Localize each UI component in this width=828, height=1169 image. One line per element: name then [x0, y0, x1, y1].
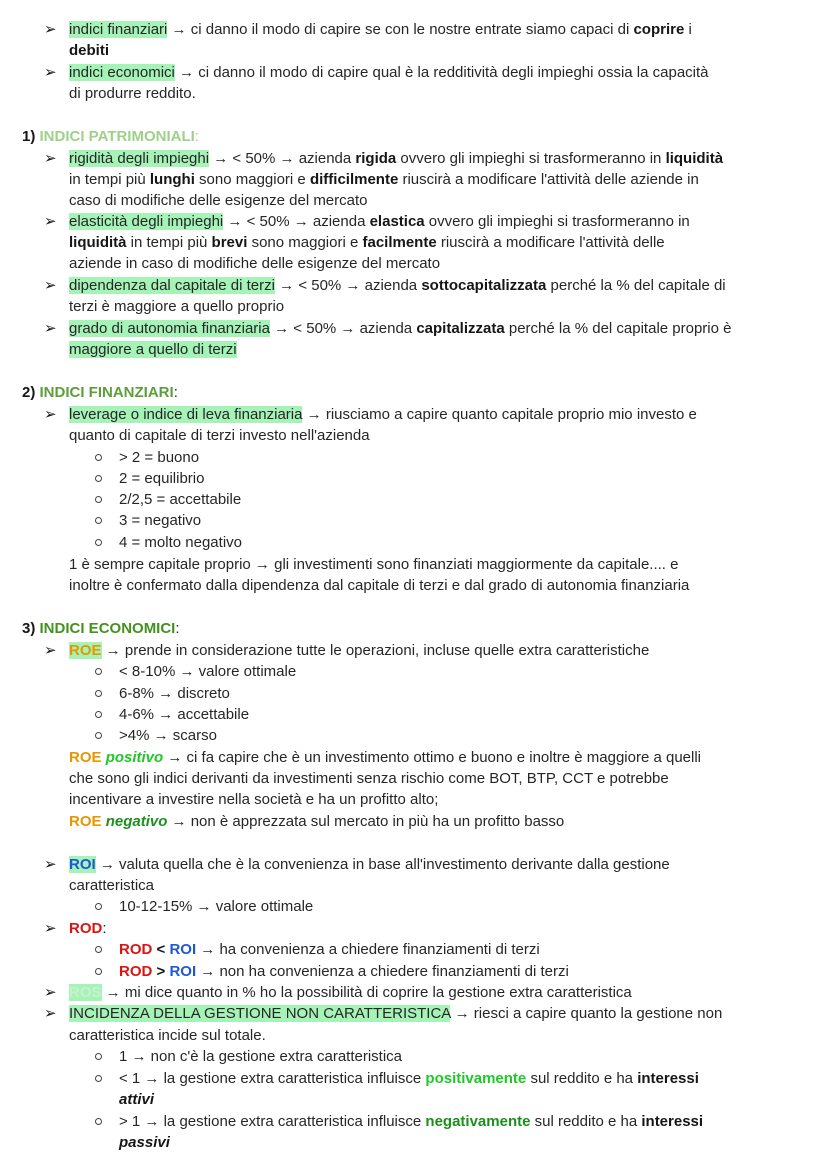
list-item: >4% → scarso	[119, 727, 217, 744]
bullet-rigidita: rigidità degli impieghi → < 50% → azienda rigida ovvero gli impieghi si trasformeranno in liquidità	[69, 150, 724, 167]
bullet-roi: ROI → valuta quella che è la convenienza in base all'investimento derivante dalla gestione	[69, 856, 670, 873]
bullet-dipendenza: dipendenza dal capitale di terzi → < 50% → azienda sottocapitalizzata perché la % del capitale di	[69, 277, 726, 294]
circle-bullet-icon	[95, 732, 102, 739]
list-item: 10-12-15% → valore ottimale	[119, 898, 314, 915]
circle-bullet-icon	[95, 690, 102, 697]
bullet-ros: ROS → mi dice quanto in % ho la possibilità di coprire la gestione extra caratteristica	[69, 984, 632, 1001]
list-item: 1 → non c'è la gestione extra caratteristica	[119, 1048, 403, 1065]
bullet-incidenza: INCIDENZA DELLA GESTIONE NON CARATTERISTICA → riesci a capire quanto la gestione non	[69, 1005, 723, 1022]
circle-bullet-icon	[95, 1053, 102, 1060]
arrow-bullet-icon: ➢	[44, 21, 57, 38]
circle-bullet-icon	[95, 496, 102, 503]
list-item: 4-6% → accettabile	[119, 706, 250, 723]
arrow-bullet-icon: ➢	[44, 277, 57, 294]
arrow-bullet-icon: ➢	[44, 320, 57, 337]
circle-bullet-icon	[95, 517, 102, 524]
leverage-note: 1 è sempre capitale proprio → gli investimenti sono finanziati maggiormente da capitale.... e	[69, 556, 679, 573]
arrow-bullet-icon: ➢	[44, 406, 57, 423]
bullet-indici-economici: indici economici → ci danno il modo di capire qual è la redditività degli impieghi ossia la capacità	[69, 64, 709, 81]
bullet-leverage: leverage o indice di leva finanziaria → riusciamo a capire quanto capitale proprio mio investo e	[69, 406, 697, 423]
circle-bullet-icon	[95, 1118, 102, 1125]
arrow-bullet-icon: ➢	[44, 1005, 57, 1022]
document-page: ➢ indici finanziari → ci danno il modo di capire se con le nostre entrate siamo capaci di coprire i debiti ➢ indici economici → ci danno il modo di capire qual è la redditività degli impieghi ossia la capacità di produrre reddito. 1) INDICI PATRIMONIALI: ➢ rigidità degli impieghi → < 50% → azienda rigida ovvero gli impieghi si trasformeranno in liquidità in tempi più lunghi sono maggiori e difficilmente riuscirà a modificare l'attività delle aziende in caso di modifiche delle esigenze del mercato ➢ elasticità degli impieghi → < 50% → azienda elastica ovvero gli impieghi si trasformeranno in liquidità in tempi più brevi sono maggiori e facilmente riuscirà a modificare l'attività delle aziende in caso di modifiche delle esigenze del mercato ➢ dipendenza dal capitale di terzi → < 50% → azienda sottocapitalizzata perché la % del capitale di terzi è maggiore a quello proprio ➢ grado di autonomia finanziaria → < 50% → azienda capitalizzata perché la % del capitale proprio è maggiore a quello di terzi 2) INDICI FINANZIARI: ➢ leverage o indice di leva finanziaria → riusciamo a capire quanto capitale proprio mio investo e quanto di capitale di terzi investo nell'azienda > 2 = buono 2 = equilibrio 2/2,5 = accettabile 3 = negativo 4 = molto negativo 1 è sempre capitale proprio → gli investimenti sono finanziati maggiormente da capitale.... e inoltre è confermato dalla dipendenza dal capitale di terzi e dal grado di autonomia finanziaria 3) INDICI ECONOMICI: ➢ ROE → prende in considerazione tutte le operazioni, incluse quelle extra caratteristiche < 8-10% → valore ottimale 6-8% → discreto 4-6% → accettabile >4% → scarso ROE positivo → ci fa capire che è un investimento ottimo e buono e inoltre è maggiore a quelli che sono gli indici derivanti da investimenti senza rischio come BOT, BTP, CCT e potrebbe incentivare a investire nella società e ha un profitto alto; ROE negativo → non è apprezzata sul mercato in più ha un profitto basso ➢ ROI → valuta quella che è la convenienza in base all'investimento derivante dalla gestione caratteristica 10-12-15% → valore ottimale ➢ ROD: ROD < ROI → ha convenienza a chiedere finanziamenti di terzi ROD > ROI → non ha convenienza a chiedere finanziamenti di terzi ➢ ROS → mi dice quanto in % ho la possibilità di coprire la gestione extra caratteristica ➢ INCIDENZA DELLA GESTIONE NON CARATTERISTICA → riesci a capire quanto la gestione non caratteristica incide sul totale. 1 → non c'è la gestione extra caratteristica < 1 → la gestione extra caratteristica influisce positivamente sul reddito e ha interessi attivi > 1 → la gestione extra caratteristica influisce negativamente sul reddito e ha interessi passivi	[22, 21, 732, 1151]
list-item: 3 = negativo	[119, 512, 202, 529]
list-item: < 1 → la gestione extra caratteristica influisce positivamente sul reddito e ha interessi	[119, 1070, 699, 1087]
circle-bullet-icon	[95, 539, 102, 546]
list-item: 2/2,5 = accettabile	[119, 491, 242, 508]
arrow-bullet-icon: ➢	[44, 642, 57, 659]
circle-bullet-icon	[95, 668, 102, 675]
list-item: 6-8% → discreto	[119, 685, 230, 702]
list-item: > 2 = buono	[119, 449, 200, 466]
section-heading-economici: 3) INDICI ECONOMICI:	[22, 620, 180, 637]
bullet-rod: ROD:	[69, 920, 107, 937]
arrow-bullet-icon: ➢	[44, 64, 57, 81]
list-item: ROD < ROI → ha convenienza a chiedere finanziamenti di terzi	[119, 941, 540, 958]
section-heading-patrimoniali: 1) INDICI PATRIMONIALI:	[22, 128, 199, 145]
arrow-bullet-icon: ➢	[44, 150, 57, 167]
roe-negativo-note: ROE negativo → non è apprezzata sul mercato in più ha un profitto basso	[69, 813, 565, 830]
list-item: ROD > ROI → non ha convenienza a chiedere finanziamenti di terzi	[119, 963, 569, 980]
list-item: < 8-10% → valore ottimale	[119, 663, 297, 680]
circle-bullet-icon	[95, 1075, 102, 1082]
bullet-roe: ROE → prende in considerazione tutte le operazioni, incluse quelle extra caratteristiche	[69, 642, 650, 659]
list-item: 2 = equilibrio	[119, 470, 205, 487]
circle-bullet-icon	[95, 903, 102, 910]
circle-bullet-icon	[95, 711, 102, 718]
text-debiti: debiti	[69, 42, 109, 59]
arrow-bullet-icon: ➢	[44, 984, 57, 1001]
circle-bullet-icon	[95, 968, 102, 975]
list-item: > 1 → la gestione extra caratteristica influisce negativamente sul reddito e ha interessi	[119, 1113, 704, 1130]
bullet-autonomia: grado di autonomia finanziaria → < 50% → azienda capitalizzata perché la % del capitale proprio è	[69, 320, 732, 337]
bullet-indici-finanziari: indici finanziari → ci danno il modo di capire se con le nostre entrate siamo capaci di coprire i	[69, 21, 692, 38]
arrow-bullet-icon: ➢	[44, 213, 57, 230]
arrow-bullet-icon: ➢	[44, 920, 57, 937]
circle-bullet-icon	[95, 454, 102, 461]
list-item: 4 = molto negativo	[119, 534, 242, 551]
circle-bullet-icon	[95, 946, 102, 953]
circle-bullet-icon	[95, 475, 102, 482]
arrow-bullet-icon: ➢	[44, 856, 57, 873]
roe-positivo-note: ROE positivo → ci fa capire che è un investimento ottimo e buono e inoltre è maggiore a quelli	[69, 749, 702, 766]
bullet-elasticita: elasticità degli impieghi → < 50% → azienda elastica ovvero gli impieghi si trasformeranno in	[69, 213, 690, 230]
section-heading-finanziari: 2) INDICI FINANZIARI:	[22, 384, 178, 401]
